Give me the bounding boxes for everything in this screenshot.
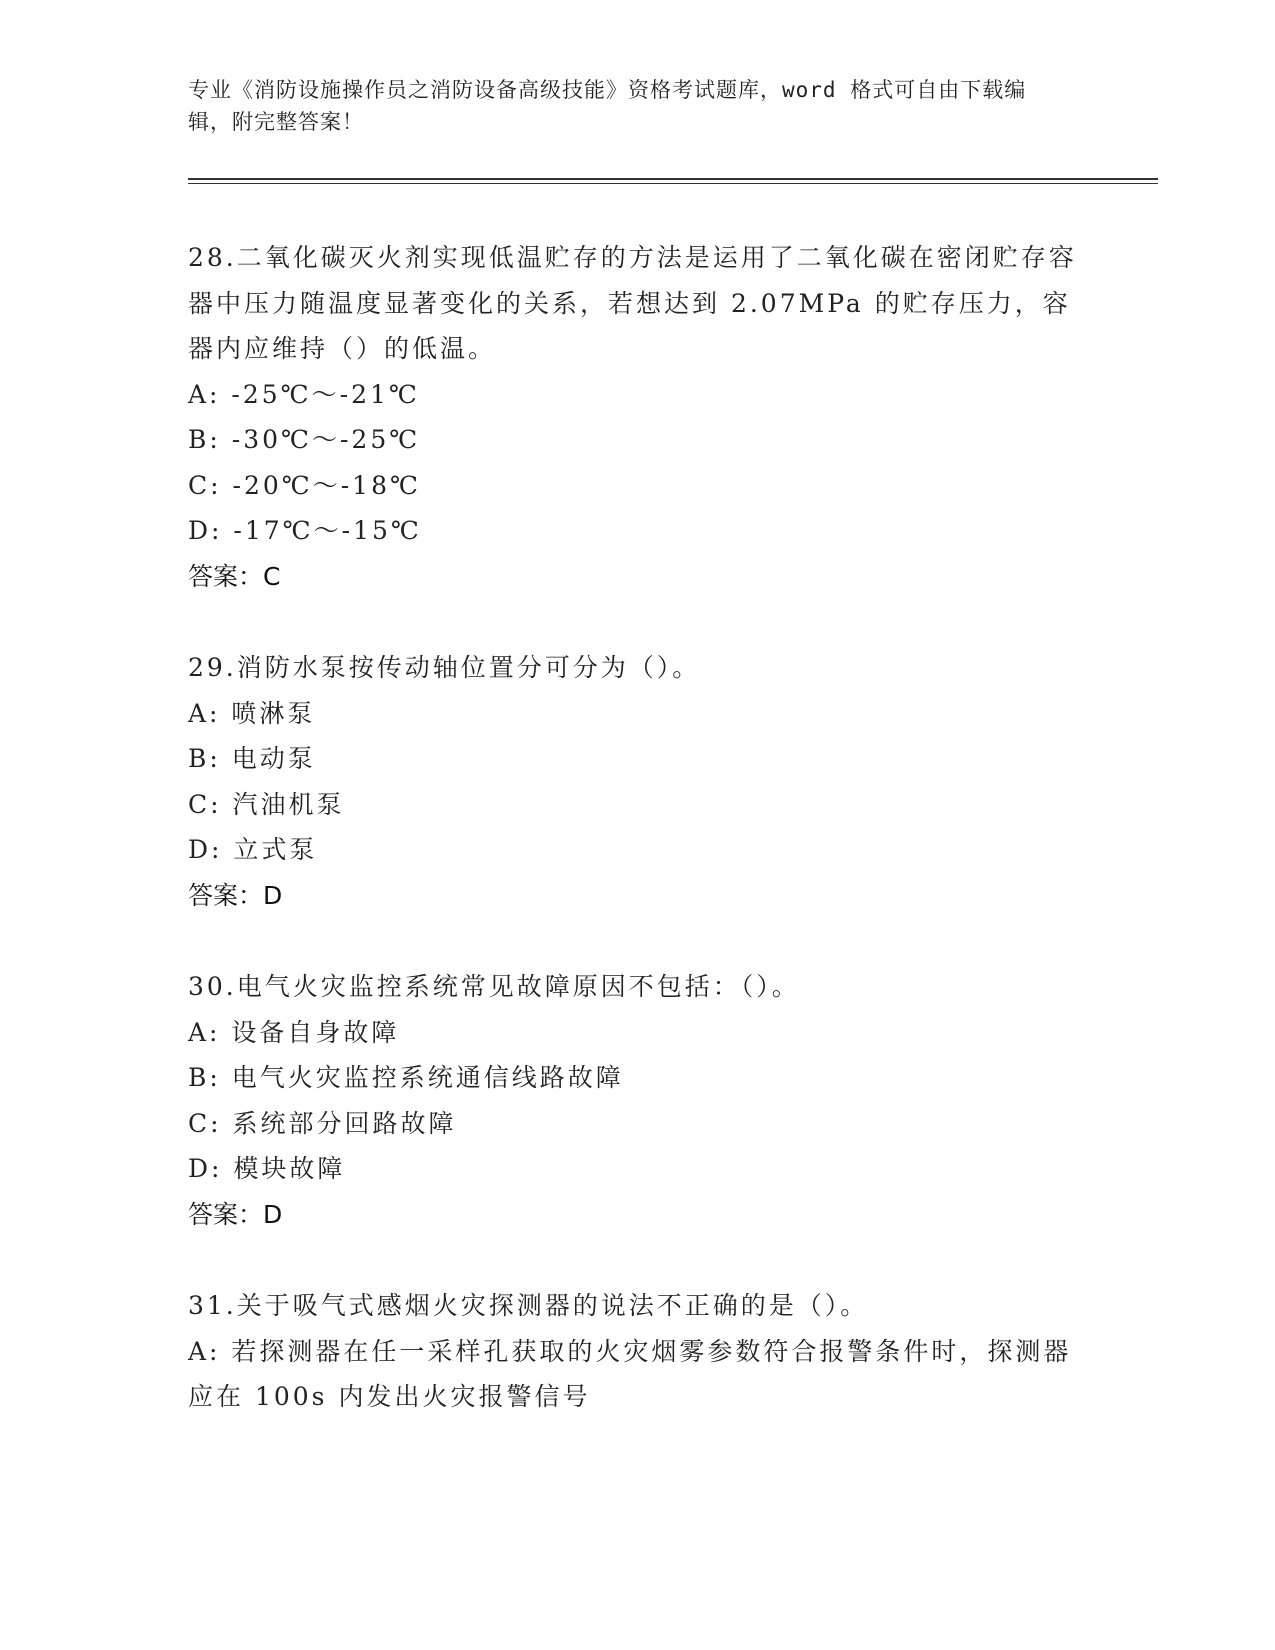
option-b: B: 电气火灾监控系统通信线路故障 <box>188 1063 624 1092</box>
question-list <box>188 235 1088 1420</box>
option-d: D: 立式泵 <box>188 835 318 864</box>
option-b: B: 电动泵 <box>188 744 316 773</box>
question-31 <box>188 1283 1088 1420</box>
answer-line: 答案：C <box>188 561 281 591</box>
option-b: B: -30℃～-25℃ <box>188 425 421 454</box>
option-d: D: 模块故障 <box>188 1154 346 1183</box>
question-29 <box>188 645 1088 918</box>
option-a: A: 若探测器在任一采样孔获取的火灾烟雾参数符合报警条件时，探测器应在 100s 内发出火灾报警信号 <box>188 1336 1072 1411</box>
question-stem: 28.二氧化碳灭火剂实现低温贮存的方法是运用了二氧化碳在密闭贮存容器中压力随温度显著变化的关系，若想达到 2.07MPa 的贮存压力，容器内应维持（）的低温。 <box>188 243 1077 363</box>
option-c: C: -20℃～-18℃ <box>188 470 421 500</box>
option-a: A: 设备自身故障 <box>188 1017 400 1047</box>
question-stem: 30.电气火灾监控系统常见故障原因不包括：（）。 <box>188 972 800 1001</box>
question-stem: 31.关于吸气式感烟火灾探测器的说法不正确的是（）。 <box>188 1291 869 1320</box>
option-a: A: -25℃～-21℃ <box>188 379 420 409</box>
question-28 <box>188 235 1088 599</box>
header-divider-thick <box>188 178 1158 180</box>
option-a: A: 喷淋泵 <box>188 698 316 728</box>
answer-line: 答案：D <box>188 880 283 910</box>
question-stem: 29.消防水泵按传动轴位置分可分为（）。 <box>188 653 701 682</box>
document-header: 专业《消防设施操作员之消防设备高级技能》资格考试题库，word 格式可自由下载编辑，附完整答案！ <box>188 78 1027 134</box>
option-d: D: -17℃～-15℃ <box>188 516 422 545</box>
header-divider-thin <box>188 183 1158 184</box>
answer-line: 答案：D <box>188 1199 283 1229</box>
question-30 <box>188 964 1088 1237</box>
option-c: C: 汽油机泵 <box>188 789 345 819</box>
option-c: C: 系统部分回路故障 <box>188 1108 457 1138</box>
